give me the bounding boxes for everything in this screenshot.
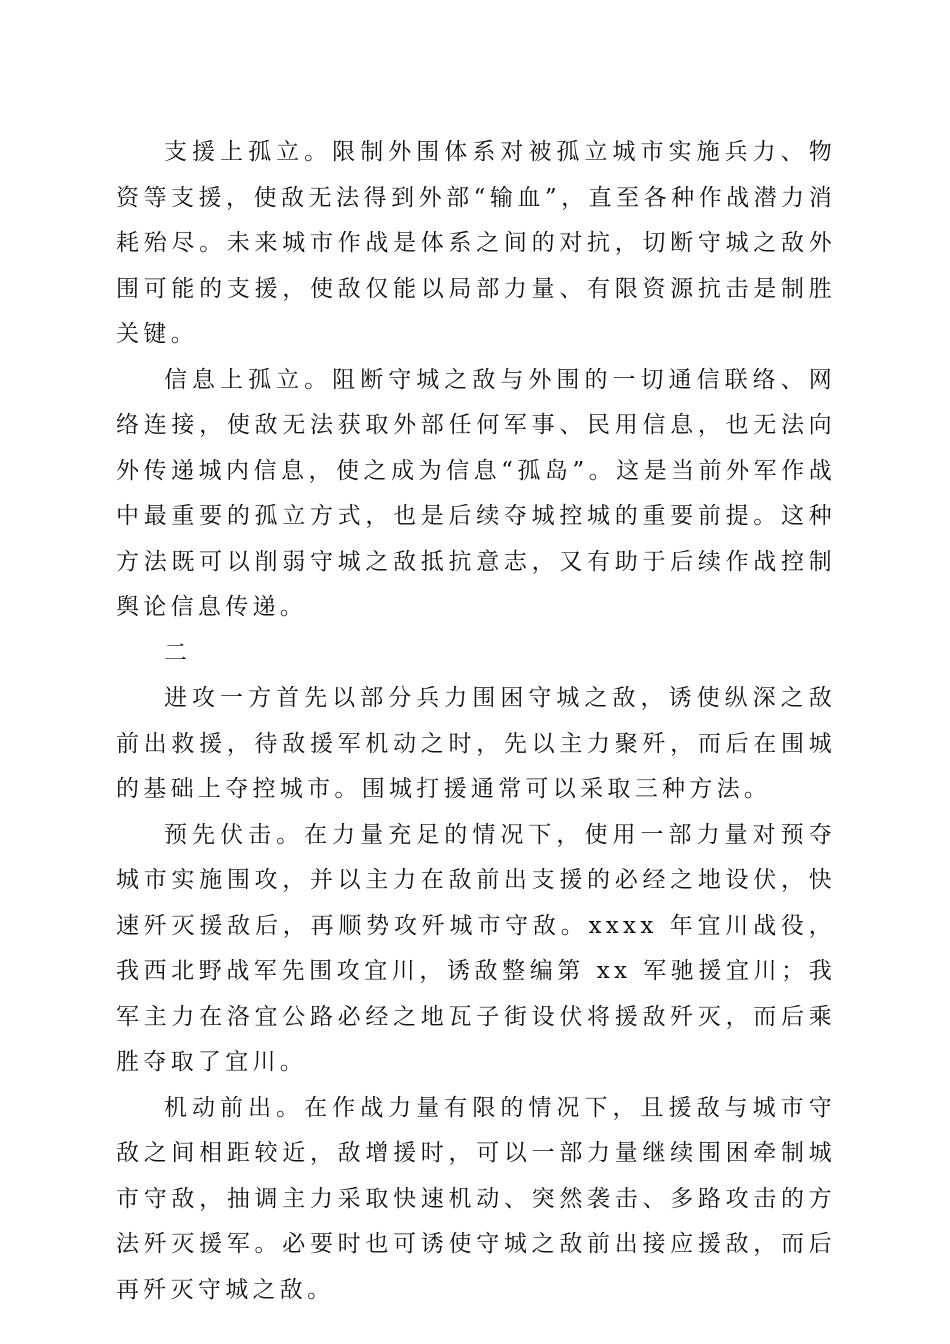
paragraph-siege-intro: 进攻一方首先以部分兵力围困守城之敌，诱使纵深之敌前出救援，待敌援军机动之时，先以主力聚歼，而后在围城的基础上夺控城市。围城打援通常可以采取三种方法。	[116, 685, 836, 802]
paragraph-support-isolation: 支援上孤立。限制外围体系对被孤立城市实施兵力、物资等支援，使敌无法得到外部“输血”，直至各种作战潜力消耗殆尽。未来城市作战是体系之间的对抗，切断守城之敌外围可能的支援，使敌仅能以局部力量、有限资源抗击是制胜关键。	[116, 139, 836, 347]
paragraph-mobile-advance: 机动前出。在作战力量有限的情况下，且援敌与城市守敌之间相距较近，敌增援时，可以一部力量继续围困牵制城市守敌，抽调主力采取快速机动、突然袭击、多路攻击的方法歼灭援军。必要时也可诱使守城之敌前出接应援敌，而后再歼灭守城之敌。	[116, 1094, 836, 1303]
paragraph-ambush: 预先伏击。在力量充足的情况下，使用一部力量对预夺城市实施围攻，并以主力在敌前出支援的必经之地设伏，快速歼灭援敌后，再顺势攻歼城市守敌。xxxx 年宜川战役，我西北野战军先围攻宜川，诱敌整编第 xx 军驰援宜川；我军主力在洛宜公路必经之地瓦子街设伏将援敌歼灭，而后乘胜夺取了宜川。	[116, 821, 836, 1075]
document-page	[116, 130, 836, 1313]
section-heading: 二	[164, 639, 192, 666]
paragraph-information-isolation: 信息上孤立。阻断守城之敌与外围的一切通信联络、网络连接，使敌无法获取外部任何军事、民用信息，也无法向外传递城内信息，使之成为信息“孤岛”。这是当前外军作战中最重要的孤立方式，也是后续夺城控城的重要前提。这种方法既可以削弱守城之敌抵抗意志，又有助于后续作战控制舆论信息传递。	[116, 366, 836, 620]
